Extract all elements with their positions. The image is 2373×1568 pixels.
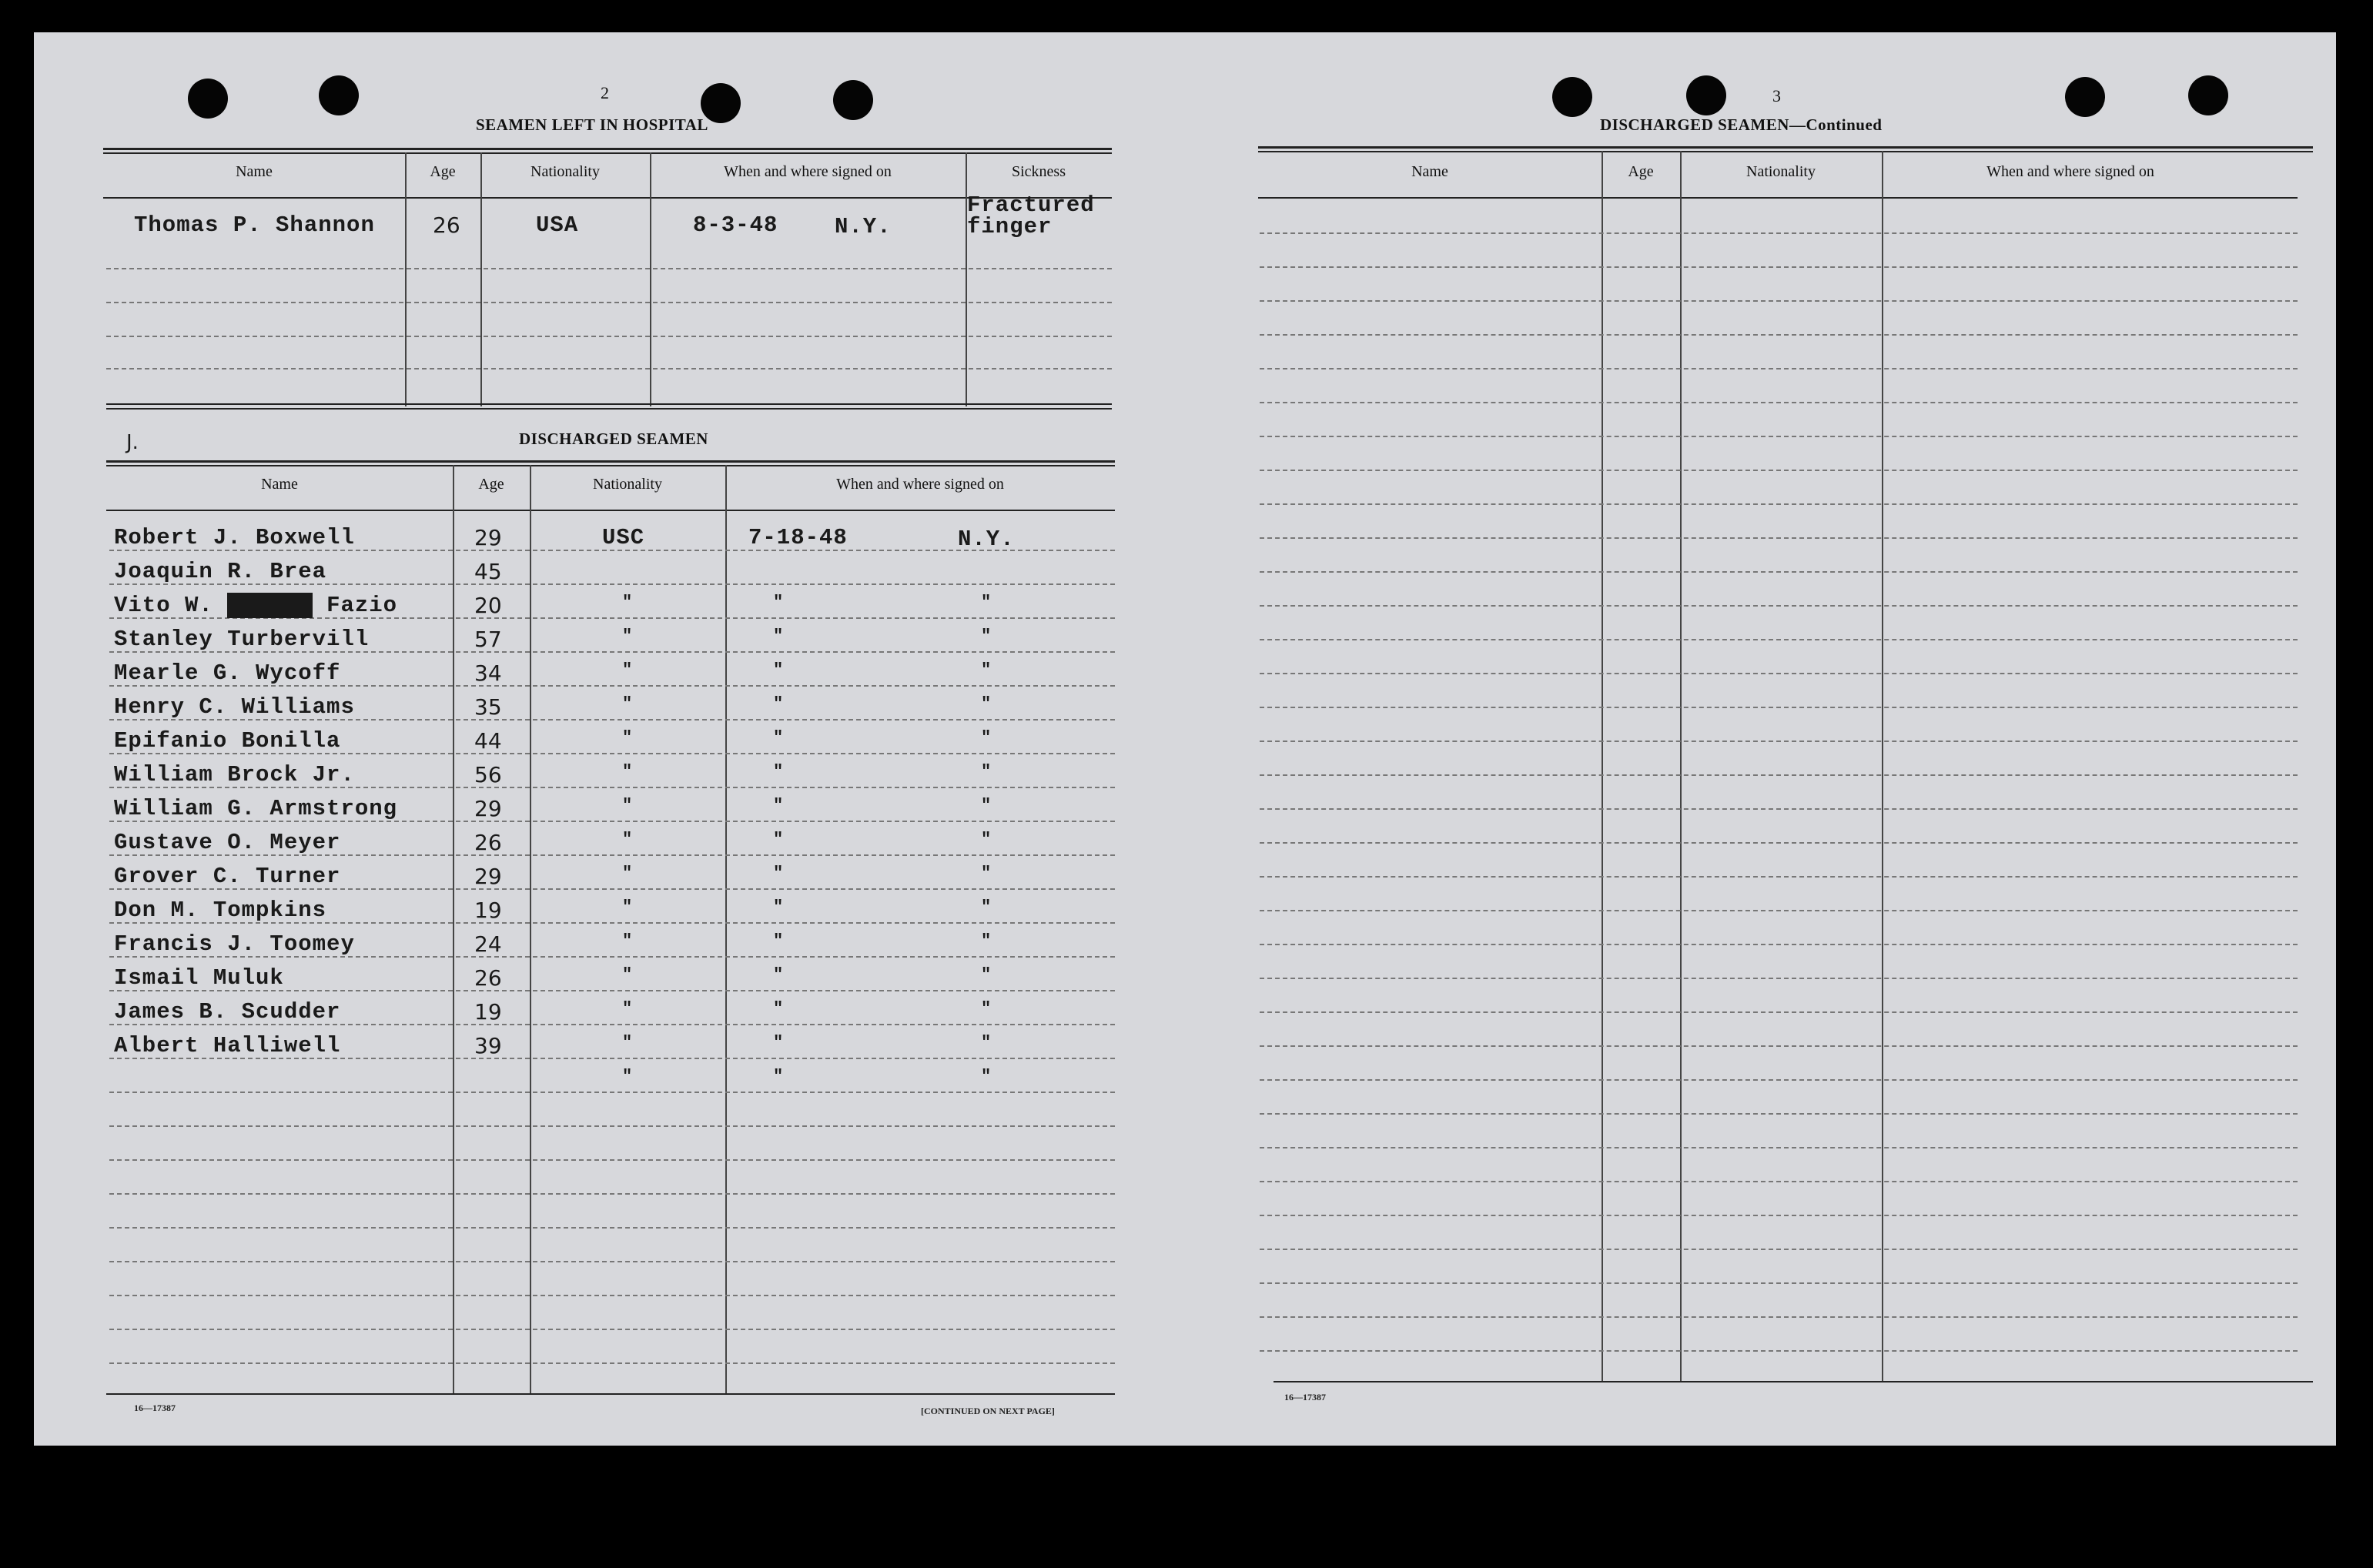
hospital-row-date: 8-3-48 — [693, 212, 778, 238]
discharged-row-age: 24 — [474, 931, 502, 957]
row-dashed-line — [109, 1329, 1115, 1330]
ditto-mark: " — [981, 627, 992, 646]
discharged-row-age: 44 — [474, 728, 502, 754]
discharged-row-age: 20 — [474, 593, 502, 618]
ditto-mark: " — [622, 660, 633, 680]
discharged-row-name: Francis J. Toomey — [114, 931, 355, 957]
name-part: Vito W. — [114, 593, 213, 618]
ditto-mark: " — [981, 999, 992, 1018]
right-title-main: DISCHARGED SEAMEN — [1600, 115, 1789, 134]
discharged-row-age: 57 — [474, 627, 502, 652]
redacted-name-part — [227, 593, 312, 618]
hospital-col-signed-on: When and where signed on — [724, 163, 892, 180]
row-dashed-line — [1260, 842, 2298, 844]
punch-hole — [1552, 77, 1592, 117]
discharged-row-name: William Brock Jr. — [114, 762, 355, 787]
row-dashed-line — [1260, 1147, 2298, 1148]
hospital-row-name: Thomas P. Shannon — [134, 212, 375, 238]
discharged-row-age: 19 — [474, 898, 502, 923]
right-col-signed-on: When and where signed on — [1986, 163, 2154, 180]
punch-hole — [319, 75, 359, 115]
discharged-row-nationality: USC — [602, 525, 645, 550]
row-dashed-line — [109, 1227, 1115, 1229]
form-number-right: 16—17387 — [1284, 1392, 1326, 1403]
discharged-col-signed-on: When and where signed on — [836, 476, 1004, 493]
row-dashed-line — [1260, 910, 2298, 911]
row-dashed-line — [1260, 944, 2298, 945]
ditto-mark: " — [981, 931, 992, 951]
discharged-row-age: 26 — [474, 965, 502, 991]
row-dashed-line — [1260, 707, 2298, 708]
ditto-mark: " — [981, 864, 992, 883]
discharged-row-name: Stanley Turbervill — [114, 627, 370, 652]
discharged-col-age: Age — [478, 476, 504, 493]
discharged-row-name: Henry C. Williams — [114, 694, 355, 720]
ditto-mark: " — [773, 999, 784, 1018]
ditto-mark: " — [622, 931, 633, 951]
punch-hole — [188, 79, 228, 119]
discharged-row-age: 29 — [474, 525, 502, 550]
ditto-mark: " — [773, 830, 784, 849]
row-dashed-line — [1260, 978, 2298, 979]
ditto-mark: " — [622, 1033, 633, 1052]
discharged-row-name: James B. Scudder — [114, 999, 341, 1025]
handwritten-mark: J. — [126, 431, 139, 454]
right-title-continued: —Continued — [1789, 115, 1883, 134]
ditto-mark: " — [773, 627, 784, 646]
ditto-mark: " — [773, 762, 784, 781]
row-dashed-line — [1260, 673, 2298, 674]
discharged-row-name: Epifanio Bonilla — [114, 728, 341, 754]
row-dashed-line — [1260, 1249, 2298, 1250]
discharged-row-name: Gustave O. Meyer — [114, 830, 341, 855]
ditto-mark: " — [622, 830, 633, 849]
discharged-row-name: Joaquin R. Brea — [114, 559, 327, 584]
discharged-row-name: William G. Armstrong — [114, 796, 398, 821]
hospital-col-age: Age — [430, 163, 456, 180]
ditto-mark: " — [773, 965, 784, 985]
discharged-col-name: Name — [261, 476, 298, 493]
row-dashed-line — [1260, 334, 2298, 336]
ditto-mark: " — [981, 796, 992, 815]
ditto-mark: " — [773, 796, 784, 815]
ditto-mark: " — [981, 830, 992, 849]
ditto-mark: " — [981, 1067, 992, 1086]
punch-hole — [2188, 75, 2228, 115]
ditto-mark: " — [981, 660, 992, 680]
row-dashed-line — [1260, 605, 2298, 607]
hospital-row-sickness-1: Fractured — [967, 192, 1095, 218]
row-dashed-line — [1260, 808, 2298, 810]
ditto-mark: " — [622, 694, 633, 714]
name-part: Fazio — [326, 593, 398, 618]
ditto-mark: " — [622, 898, 633, 917]
discharged-row-age: 29 — [474, 796, 502, 821]
right-col-nationality: Nationality — [1746, 163, 1816, 180]
row-dashed-line — [1260, 1316, 2298, 1318]
right-col-age: Age — [1628, 163, 1654, 180]
ditto-mark: " — [981, 1033, 992, 1052]
ditto-mark: " — [773, 694, 784, 714]
row-dashed-line — [1260, 1079, 2298, 1081]
row-dashed-line — [1260, 300, 2298, 302]
row-dashed-line — [1260, 232, 2298, 234]
discharged-row-age: 35 — [474, 694, 502, 720]
ditto-mark: " — [981, 593, 992, 612]
hospital-row-nationality: USA — [536, 212, 579, 238]
hospital-row-place: N.Y. — [835, 214, 892, 239]
ditto-mark: " — [622, 593, 633, 612]
ditto-mark: " — [773, 1033, 784, 1052]
ditto-mark: " — [981, 898, 992, 917]
row-dashed-line — [1260, 571, 2298, 573]
hospital-col-name: Name — [236, 163, 273, 180]
discharged-col-nationality: Nationality — [593, 476, 662, 493]
punch-hole — [1686, 75, 1726, 115]
ditto-mark: " — [773, 1067, 784, 1086]
ditto-mark: " — [622, 627, 633, 646]
discharged-row-age: 45 — [474, 559, 502, 584]
discharged-row-name: Grover C. Turner — [114, 864, 341, 889]
ditto-mark: " — [622, 965, 633, 985]
row-dashed-line — [1260, 1113, 2298, 1115]
right-page-title — [1600, 115, 1882, 135]
row-dashed-line — [1260, 876, 2298, 878]
discharged-row-name: Albert Halliwell — [114, 1033, 341, 1058]
discharged-row-date: 7-18-48 — [748, 525, 848, 550]
row-dashed-line — [1260, 1215, 2298, 1216]
row-dashed-line — [1260, 1045, 2298, 1047]
discharged-row-place: N.Y. — [958, 527, 1015, 552]
row-dashed-line — [109, 1362, 1115, 1364]
row-dashed-line — [109, 1125, 1115, 1127]
discharged-row-age: 29 — [474, 864, 502, 889]
ditto-mark: " — [773, 660, 784, 680]
discharged-row-name — [114, 593, 397, 618]
discharged-row-age: 39 — [474, 1033, 502, 1058]
ditto-mark: " — [622, 762, 633, 781]
punch-hole — [833, 80, 873, 120]
discharged-row-name: Robert J. Boxwell — [114, 525, 355, 550]
row-dashed-line — [109, 1159, 1115, 1161]
ditto-mark: " — [981, 728, 992, 747]
ditto-mark: " — [773, 898, 784, 917]
ditto-mark: " — [981, 965, 992, 985]
row-dashed-line — [1260, 436, 2298, 437]
row-dashed-line — [1260, 537, 2298, 539]
discharged-row-name: Ismail Muluk — [114, 965, 284, 991]
form-number-left: 16—17387 — [134, 1403, 176, 1413]
row-dashed-line — [109, 1193, 1115, 1195]
row-dashed-line — [1260, 1282, 2298, 1284]
row-dashed-line — [109, 1092, 1115, 1093]
row-dashed-line — [1260, 774, 2298, 776]
ditto-mark: " — [773, 864, 784, 883]
row-dashed-line — [1260, 1350, 2298, 1352]
ditto-mark: " — [981, 762, 992, 781]
row-dashed-line — [109, 1261, 1115, 1262]
ditto-mark: " — [622, 728, 633, 747]
row-dashed-line — [1260, 368, 2298, 369]
row-dashed-line — [1260, 1181, 2298, 1182]
discharged-row-age: 34 — [474, 660, 502, 686]
row-dashed-line — [1260, 741, 2298, 742]
discharged-row-name: Mearle G. Wycoff — [114, 660, 341, 686]
page-number-right: 3 — [1772, 86, 1781, 105]
row-dashed-line — [1260, 503, 2298, 505]
ditto-mark: " — [773, 593, 784, 612]
continued-note: [CONTINUED ON NEXT PAGE] — [921, 1406, 1055, 1416]
hospital-col-sickness: Sickness — [1012, 163, 1066, 180]
ditto-mark: " — [981, 694, 992, 714]
punch-hole — [2065, 77, 2105, 117]
hospital-col-nationality: Nationality — [530, 163, 600, 180]
page-number-left: 2 — [601, 83, 609, 102]
row-dashed-line — [109, 1295, 1115, 1296]
ditto-mark: " — [622, 796, 633, 815]
right-col-name: Name — [1411, 163, 1448, 180]
hospital-row-age: 26 — [433, 212, 460, 238]
row-dashed-line — [1260, 266, 2298, 268]
ditto-mark: " — [622, 999, 633, 1018]
discharged-row-age: 56 — [474, 762, 502, 787]
ditto-mark: " — [773, 931, 784, 951]
hospital-row-sickness-2: finger — [967, 214, 1053, 239]
discharged-row-age: 19 — [474, 999, 502, 1025]
ditto-mark: " — [773, 728, 784, 747]
hospital-section-title: SEAMEN LEFT IN HOSPITAL — [476, 115, 708, 134]
row-dashed-line — [1260, 639, 2298, 640]
document-sheet — [34, 32, 2336, 1446]
row-dashed-line — [1260, 470, 2298, 471]
row-dashed-line — [1260, 402, 2298, 403]
discharged-row-name: Don M. Tompkins — [114, 898, 327, 923]
row-dashed-line — [1260, 1011, 2298, 1013]
ditto-mark: " — [622, 864, 633, 883]
discharged-row-age: 26 — [474, 830, 502, 855]
discharged-section-title: DISCHARGED SEAMEN — [519, 430, 708, 448]
ditto-mark: " — [622, 1067, 633, 1086]
